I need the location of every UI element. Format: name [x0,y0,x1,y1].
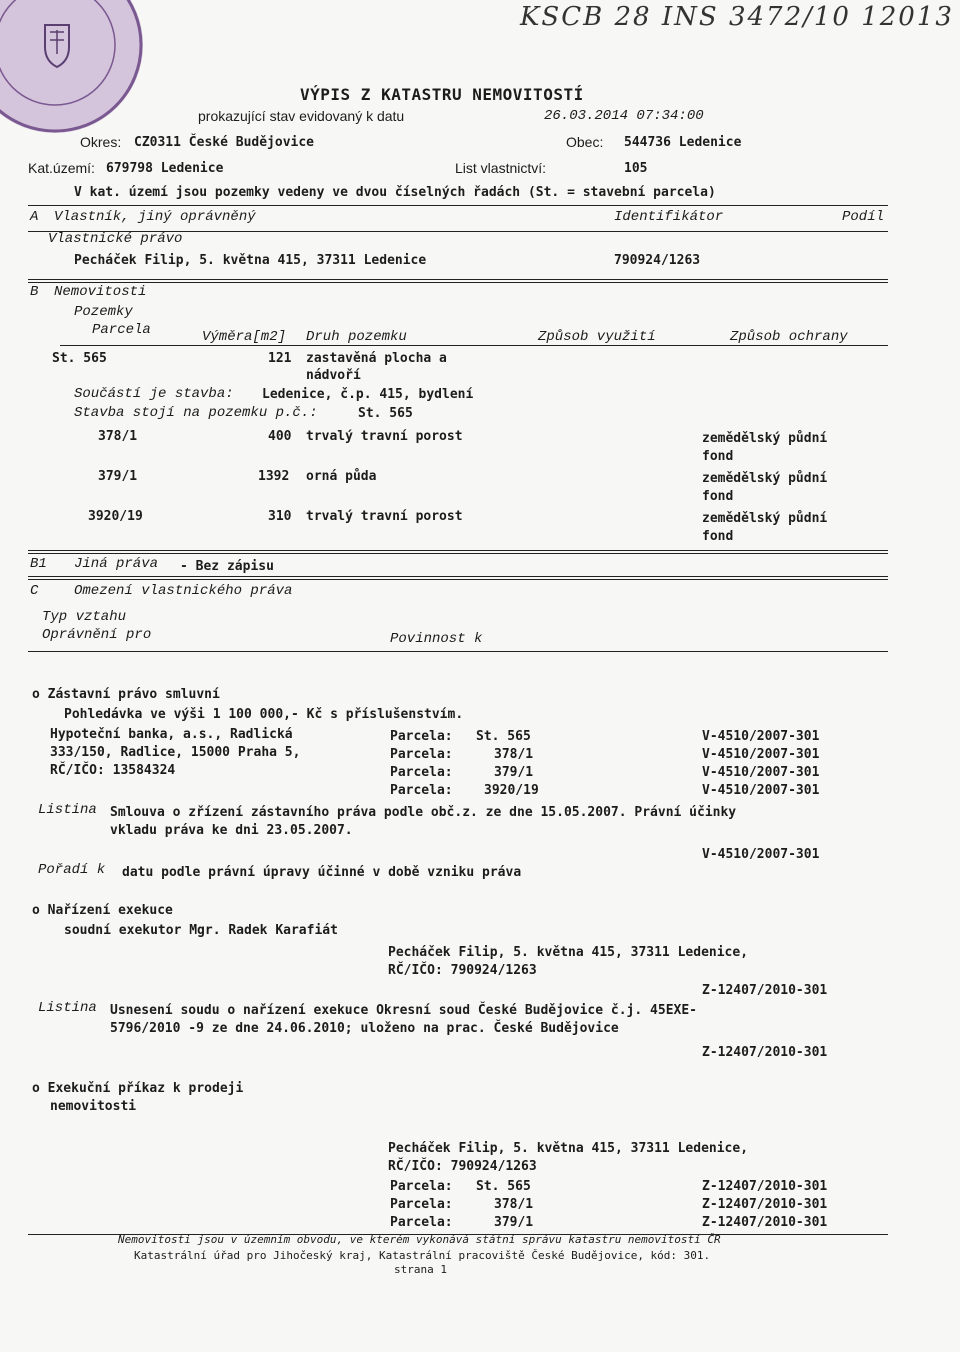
creditor-line: RČ/IČO: 13584324 [50,763,176,778]
entry-desc: Pohledávka ve výši 1 100 000,- Kč s příslušenstvím. [64,707,464,722]
parcel-label: Parcela: [390,765,453,780]
katuzemi-value: 679798 Ledenice [106,161,224,176]
col-typ-vztahu: Typ vztahu [42,609,127,625]
col-identifikator: Identifikátor [614,209,724,225]
parcel-kind: zastavěná plocha a [306,351,447,366]
footer-line: Nemovitosti jsou v územním obvodu, ve kterém vykonává státní správu katastru nemovitostí ČR [118,1233,721,1246]
executor: soudní exekutor Mgr. Radek Karafiát [64,923,338,938]
parcel-label: Parcela: [390,1215,453,1230]
poradi-label: Pořadí k [38,862,106,878]
section-a-label: A [30,209,39,225]
seal-stamp [0,0,150,140]
col-druh: Druh pozemku [306,329,407,345]
parcel-ref: V-4510/2007-301 [702,783,820,798]
listina-text: 5796/2010 -9 ze dne 24.06.2010; uloženo na prac. České Budějovice [110,1021,619,1036]
divider [28,576,888,577]
section-a-heading: Vlastník, jiný oprávněný [54,209,256,225]
obec-value: 544736 Ledenice [624,135,742,150]
subtitle: prokazující stav evidovaný k datu [198,108,405,124]
section-b-label: B [30,284,39,300]
section-b-heading: Nemovitosti [54,284,147,300]
entry-title-cont: nemovitosti [50,1099,137,1114]
poradi-text: datu podle právní úpravy účinné v době vzniku práva [122,865,522,880]
section-a-sub: Vlastnické právo [48,231,183,247]
divider [28,550,888,551]
parcel-number: 379/1 [98,469,138,484]
section-b1-label: B1 [30,556,47,572]
debtor-line: Pecháček Filip, 5. května 415, 37311 Ledenice, [388,945,749,960]
parcel-protection-cont: fond [702,489,734,504]
parcel-label: Parcela: [390,729,453,744]
footer-line: Katastrální úřad pro Jihočeský kraj, Katastrální pracoviště České Budějovice, kód: 301. [134,1249,711,1262]
lv-label: List vlastnictví: [455,160,547,176]
parcel-value: 378/1 [494,1197,534,1212]
divider [60,345,888,346]
parcel-kind: trvalý travní porost [306,429,463,444]
parcel-area: 121 [268,351,292,366]
entry-ref: Z-12407/2010-301 [702,983,828,998]
creditor-line: 333/150, Radlice, 15000 Praha 5, [50,745,301,760]
listina-text: Smlouva o zřízení zástavního práva podle obč.z. ze dne 15.05.2007. Právní účinky [110,805,737,820]
parcel-label: Parcela: [390,783,453,798]
parcel-value: St. 565 [476,729,531,744]
section-b-sub: Pozemky [74,304,133,320]
obec-label: Obec: [566,134,604,150]
parcel-number: 378/1 [98,429,138,444]
parcel-ref: V-4510/2007-301 [702,729,820,744]
parcel-value: 379/1 [494,1215,534,1230]
col-opravneni: Oprávnění pro [42,627,152,643]
listina-ref: Z-12407/2010-301 [702,1045,828,1060]
divider [28,579,888,580]
parcel-protection: zemědělský půdní [702,511,828,526]
listina-label: Listina [38,802,97,818]
parcel-ref: V-4510/2007-301 [702,765,820,780]
divider [28,553,888,554]
col-vymera: Výměra[m2] [202,329,287,345]
listina-label: Listina [38,1000,97,1016]
stavba-label: Stavba stojí na pozemku p.č.: [74,405,318,421]
soucast-label: Součástí je stavba: [74,386,234,402]
creditor-line: Hypoteční banka, a.s., Radlická [50,727,293,742]
header-note: V kat. území jsou pozemky vedeny ve dvou číselných řadách (St. = stavební parcela) [74,185,716,200]
extract-date: 26.03.2014 07:34:00 [544,108,704,124]
okres-value: CZ0311 České Budějovice [134,135,315,150]
owner-id: 790924/1263 [614,253,701,268]
divider [28,282,888,283]
handwritten-reference: KSCB 28 INS 3472/10 12013 [520,2,954,32]
col-podil: Podíl [842,209,885,225]
parcel-number: 3920/19 [88,509,143,524]
debtor-line: RČ/IČO: 790924/1263 [388,963,537,978]
listina-text: Usnesení soudu o nařízení exekuce Okresní soud České Budějovice č.j. 45EXE- [110,1003,697,1018]
stavba-value: St. 565 [358,406,413,421]
divider [28,279,888,280]
divider [28,651,888,652]
parcel-ref: Z-12407/2010-301 [702,1179,828,1194]
lv-value: 105 [624,161,648,176]
listina-ref: V-4510/2007-301 [702,847,820,862]
entry-title: o Zástavní právo smluvní [32,687,220,702]
parcel-label: Parcela: [390,1179,453,1194]
parcel-label: Parcela: [390,1197,453,1212]
soucast-value: Ledenice, č.p. 415, bydlení [262,387,474,402]
page-title: VÝPIS Z KATASTRU NEMOVITOSTÍ [300,85,584,104]
parcel-protection-cont: fond [702,529,734,544]
parcel-number: St. 565 [52,351,107,366]
section-c-label: C [30,583,39,599]
parcel-area: 1392 [258,469,290,484]
parcel-protection: zemědělský půdní [702,471,828,486]
owner: Pecháček Filip, 5. května 415, 37311 Ledenice [74,253,427,268]
parcel-ref: Z-12407/2010-301 [702,1197,828,1212]
divider [28,231,888,232]
parcel-ref: Z-12407/2010-301 [702,1215,828,1230]
parcel-value: St. 565 [476,1179,531,1194]
section-c-heading: Omezení vlastnického práva [74,583,293,599]
page-number: strana 1 [394,1263,447,1276]
parcel-protection: zemědělský půdní [702,431,828,446]
col-ochrana: Způsob ochrany [730,329,848,345]
col-vyuziti: Způsob využití [538,329,656,345]
debtor-line: RČ/IČO: 790924/1263 [388,1159,537,1174]
parcel-ref: V-4510/2007-301 [702,747,820,762]
entry-title: o Exekuční příkaz k prodeji [32,1081,244,1096]
debtor-line: Pecháček Filip, 5. května 415, 37311 Ledenice, [388,1141,749,1156]
parcel-value: 3920/19 [484,783,539,798]
parcel-value: 379/1 [494,765,534,780]
parcel-protection-cont: fond [702,449,734,464]
col-povinnost: Povinnost k [390,631,483,647]
section-b1-heading: Jiná práva [74,556,159,572]
parcel-area: 310 [268,509,292,524]
katuzemi-label: Kat.území: [28,160,95,176]
entry-title: o Nařízení exekuce [32,903,173,918]
okres-label: Okres: [80,134,122,150]
parcel-value: 378/1 [494,747,534,762]
parcel-kind-cont: nádvoří [306,368,361,383]
section-b1-value: - Bez zápisu [180,559,274,574]
divider [28,205,888,206]
parcel-kind: orná půda [306,469,377,484]
parcel-label: Parcela: [390,747,453,762]
listina-text: vkladu práva ke dni 23.05.2007. [110,823,353,838]
parcel-area: 400 [268,429,292,444]
parcel-kind: trvalý travní porost [306,509,463,524]
col-parcela: Parcela [92,322,151,338]
